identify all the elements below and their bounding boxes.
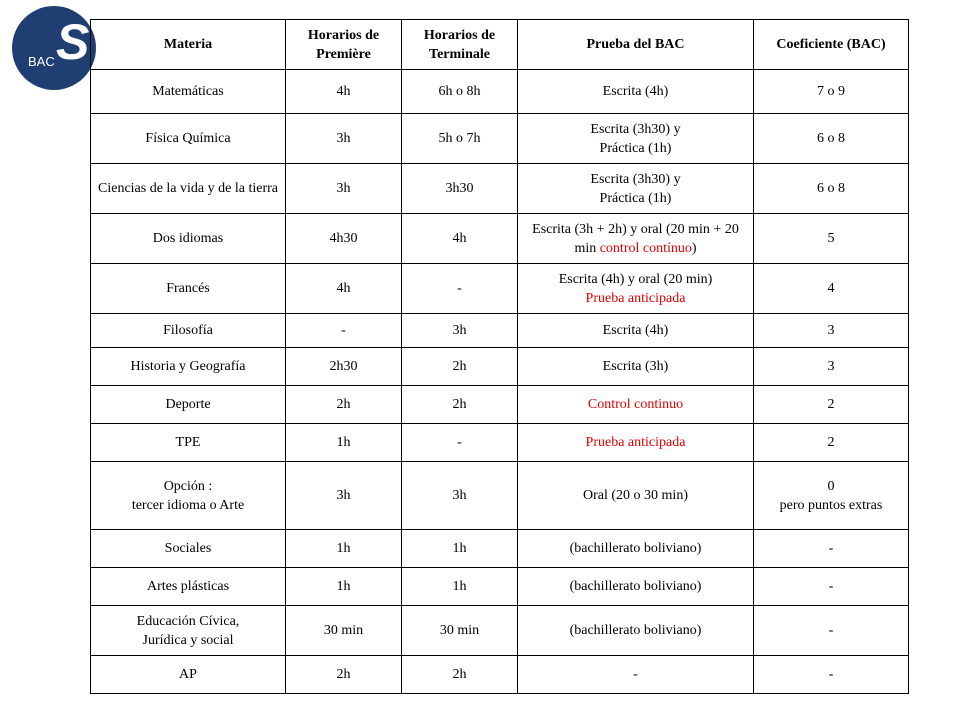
cell-terminale: - [402, 264, 518, 314]
cell-prueba: (bachillerato boliviano) [518, 530, 754, 568]
table-row [91, 114, 909, 164]
cell-prueba: Control continuo [518, 386, 754, 424]
cell-coeficiente: 2 [754, 424, 909, 462]
table-row [91, 214, 909, 264]
header-terminale: Horarios de Terminale [402, 20, 518, 70]
cell-premiere: 3h [286, 114, 402, 164]
table-row [91, 462, 909, 530]
prueba-red-line: Prueba anticipada [585, 290, 686, 306]
cell-premiere: 3h [286, 462, 402, 530]
cell-terminale: 30 min [402, 606, 518, 656]
cell-materia: Deporte [91, 386, 286, 424]
cell-premiere: 4h [286, 264, 402, 314]
materia-line: tercer idioma o Arte [131, 497, 245, 513]
cell-coeficiente: - [754, 530, 909, 568]
prueba-text-end: ) [691, 240, 697, 256]
cell-premiere: 2h30 [286, 348, 402, 386]
cell-prueba [518, 264, 754, 314]
cell-terminale: - [402, 424, 518, 462]
cell-prueba [518, 164, 754, 214]
cell-coeficiente: 7 o 9 [754, 70, 909, 114]
cell-materia: Filosofía [91, 314, 286, 348]
materia-line: Jurídica y social [142, 632, 234, 648]
cell-coeficiente: 3 [754, 348, 909, 386]
cell-coeficiente: - [754, 606, 909, 656]
table-row [91, 314, 909, 348]
cell-coeficiente: - [754, 568, 909, 606]
table-row [91, 656, 909, 694]
cell-materia: TPE [91, 424, 286, 462]
cell-terminale: 1h [402, 568, 518, 606]
bac-s-logo [12, 6, 96, 90]
cell-coeficiente: 2 [754, 386, 909, 424]
cell-terminale: 2h [402, 348, 518, 386]
cell-premiere: 3h [286, 164, 402, 214]
table-row [91, 348, 909, 386]
cell-materia: Artes plásticas [91, 568, 286, 606]
cell-materia [91, 606, 286, 656]
cell-materia: Sociales [91, 530, 286, 568]
prueba-line: Escrita (3h30) y [590, 171, 681, 187]
cell-premiere: 1h [286, 424, 402, 462]
cell-prueba [518, 114, 754, 164]
table-row [91, 424, 909, 462]
prueba-line: Práctica (1h) [599, 140, 672, 156]
cell-prueba: - [518, 656, 754, 694]
cell-prueba: Escrita (3h) [518, 348, 754, 386]
cell-terminale: 6h o 8h [402, 70, 518, 114]
cell-prueba: (bachillerato boliviano) [518, 606, 754, 656]
cell-premiere: 1h [286, 568, 402, 606]
cell-prueba: (bachillerato boliviano) [518, 568, 754, 606]
header-prueba: Prueba del BAC [518, 20, 754, 70]
cell-premiere: 30 min [286, 606, 402, 656]
cell-premiere: 1h [286, 530, 402, 568]
cell-terminale: 3h [402, 314, 518, 348]
cell-terminale: 3h [402, 462, 518, 530]
logo-prefix: BAC [28, 54, 55, 69]
cell-prueba [518, 214, 754, 264]
logo-letter: S [56, 14, 90, 70]
cell-materia: AP [91, 656, 286, 694]
cell-materia: Historia y Geografía [91, 348, 286, 386]
cell-terminale: 2h [402, 656, 518, 694]
cell-materia: Dos idiomas [91, 214, 286, 264]
cell-coeficiente: 6 o 8 [754, 114, 909, 164]
coef-line: 0 [827, 478, 835, 494]
bac-subjects-table [90, 19, 909, 694]
cell-premiere: 2h [286, 386, 402, 424]
cell-materia: Física Química [91, 114, 286, 164]
cell-terminale: 5h o 7h [402, 114, 518, 164]
cell-prueba: Escrita (4h) [518, 314, 754, 348]
table-row [91, 606, 909, 656]
prueba-line: Escrita (4h) y oral (20 min) [558, 271, 713, 287]
table-header-row [91, 20, 909, 70]
cell-coeficiente: 5 [754, 214, 909, 264]
materia-line: Opción : [163, 478, 213, 494]
prueba-line: Práctica (1h) [599, 190, 672, 206]
cell-coeficiente: 6 o 8 [754, 164, 909, 214]
header-materia: Materia [91, 20, 286, 70]
header-premiere: Horarios de Première [286, 20, 402, 70]
cell-materia: Ciencias de la vida y de la tierra [91, 164, 286, 214]
table-row [91, 70, 909, 114]
cell-coeficiente: - [754, 656, 909, 694]
table-row [91, 568, 909, 606]
cell-materia [91, 462, 286, 530]
cell-premiere: 4h30 [286, 214, 402, 264]
coef-line: pero puntos extras [779, 497, 883, 513]
table-row [91, 164, 909, 214]
cell-coeficiente: 4 [754, 264, 909, 314]
cell-premiere: 4h [286, 70, 402, 114]
table-row [91, 530, 909, 568]
prueba-text: Escrita (3h + 2h) y oral (20 min + 20 min [532, 221, 739, 256]
cell-terminale: 4h [402, 214, 518, 264]
table-row [91, 386, 909, 424]
cell-materia: Matemáticas [91, 70, 286, 114]
cell-prueba: Prueba anticipada [518, 424, 754, 462]
cell-premiere: 2h [286, 656, 402, 694]
prueba-line: Escrita (3h30) y [590, 121, 681, 137]
prueba-red-text: control contínuo [599, 240, 692, 256]
cell-terminale: 1h [402, 530, 518, 568]
cell-premiere: - [286, 314, 402, 348]
table-row [91, 264, 909, 314]
cell-terminale: 2h [402, 386, 518, 424]
cell-prueba: Oral (20 o 30 min) [518, 462, 754, 530]
cell-materia: Francés [91, 264, 286, 314]
cell-coeficiente [754, 462, 909, 530]
materia-line: Educación Cívica, [136, 613, 240, 629]
header-coeficiente: Coeficiente (BAC) [754, 20, 909, 70]
cell-prueba: Escrita (4h) [518, 70, 754, 114]
cell-coeficiente: 3 [754, 314, 909, 348]
cell-terminale: 3h30 [402, 164, 518, 214]
